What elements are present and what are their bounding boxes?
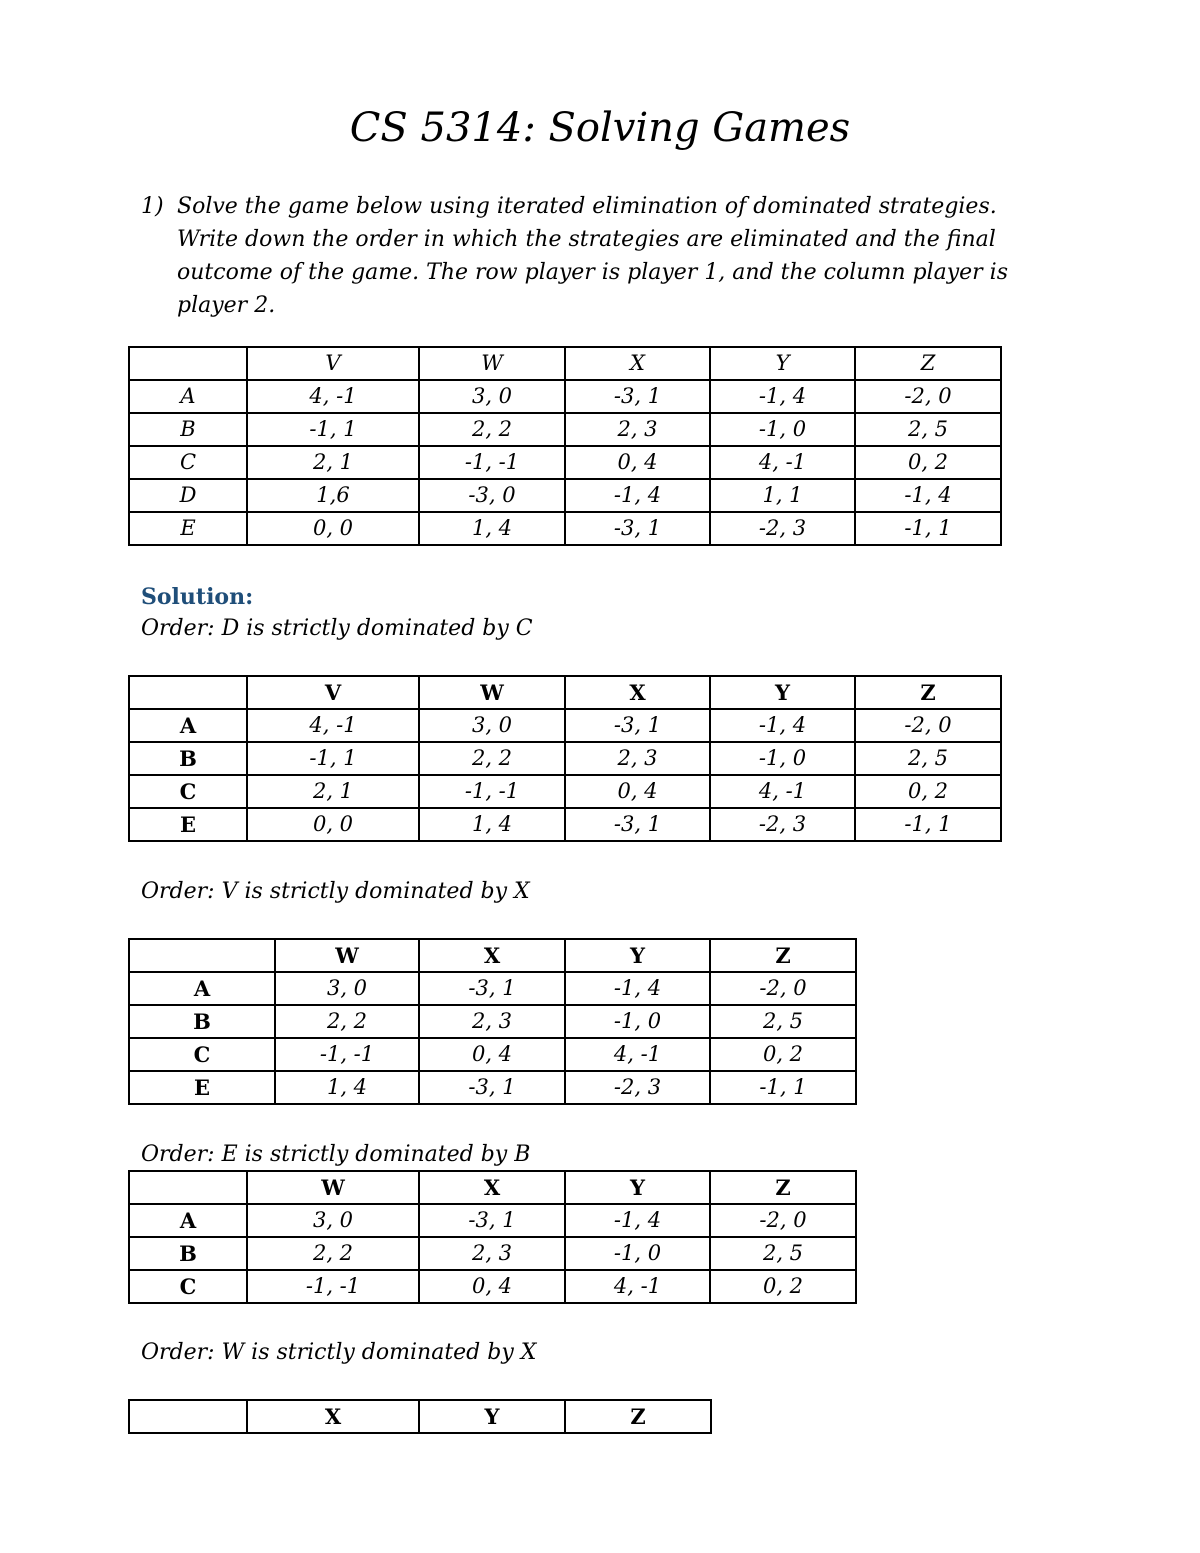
payoff-cell: -1, -1: [419, 775, 565, 808]
question-number: 1): [141, 194, 164, 219]
solution-heading: Solution:: [141, 584, 254, 610]
column-header: Z: [855, 347, 1001, 380]
payoff-cell: -3, 1: [565, 709, 710, 742]
row-label: C: [129, 1038, 275, 1071]
table-row: [129, 413, 1001, 446]
payoff-cell: 1, 1: [710, 479, 855, 512]
payoff-cell: 2, 1: [247, 775, 419, 808]
payoff-cell: 1, 4: [275, 1071, 419, 1104]
row-label: A: [129, 709, 247, 742]
payoff-cell: 0, 4: [565, 775, 710, 808]
table-row: [129, 1237, 856, 1270]
payoff-cell: 0, 0: [247, 512, 419, 545]
table-row: [129, 512, 1001, 545]
order-step-3: Order: E is strictly dominated by B: [141, 1142, 531, 1167]
question-text: Solve the game below using iterated elimination of dominated strategies. Write down the order in which the strategies are eliminated and the final outcome of the game. The row player is player 1, and the column player is player 2.: [177, 194, 1008, 318]
column-header: Y: [565, 939, 710, 972]
payoff-cell: -1, -1: [247, 1270, 419, 1303]
payoff-cell: 3, 0: [419, 380, 565, 413]
column-header: W: [419, 676, 565, 709]
column-header: W: [419, 347, 565, 380]
row-label: E: [129, 512, 247, 545]
payoff-cell: -1, 0: [710, 413, 855, 446]
payoff-cell: -1, 4: [855, 479, 1001, 512]
row-label: E: [129, 808, 247, 841]
payoff-cell: 4, -1: [247, 380, 419, 413]
payoff-cell: -3, 1: [565, 380, 710, 413]
row-label: A: [129, 1204, 247, 1237]
row-label: B: [129, 413, 247, 446]
payoff-cell: -2, 0: [855, 709, 1001, 742]
corner-cell: [129, 1400, 247, 1433]
table-row: [129, 1005, 856, 1038]
row-label: A: [129, 380, 247, 413]
payoff-table-step-4: [128, 1399, 712, 1434]
column-header: Z: [710, 939, 856, 972]
payoff-cell: 2, 2: [247, 1237, 419, 1270]
payoff-table-step-3: [128, 1170, 857, 1304]
order-step-2: Order: V is strictly dominated by X: [141, 879, 530, 904]
payoff-cell: -1, -1: [419, 446, 565, 479]
column-header: Y: [419, 1400, 565, 1433]
payoff-cell: 2, 3: [565, 413, 710, 446]
payoff-cell: -1, 0: [565, 1005, 710, 1038]
payoff-cell: -1, 1: [710, 1071, 856, 1104]
payoff-cell: 3, 0: [275, 972, 419, 1005]
corner-cell: [129, 1171, 247, 1204]
payoff-cell: 3, 0: [419, 709, 565, 742]
table-row: [129, 709, 1001, 742]
payoff-cell: 0, 4: [419, 1270, 565, 1303]
payoff-cell: 2, 2: [419, 413, 565, 446]
column-header: Y: [565, 1171, 710, 1204]
column-header: Z: [710, 1171, 856, 1204]
payoff-cell: -3, 1: [565, 512, 710, 545]
table-header-row: [129, 939, 856, 972]
payoff-cell: 0, 0: [247, 808, 419, 841]
column-header: X: [565, 676, 710, 709]
table-row: [129, 775, 1001, 808]
payoff-cell: 0, 4: [419, 1038, 565, 1071]
payoff-cell: -2, 3: [565, 1071, 710, 1104]
row-label: B: [129, 1005, 275, 1038]
payoff-cell: -1, 1: [247, 742, 419, 775]
payoff-cell: 2, 5: [710, 1237, 856, 1270]
column-header: X: [419, 939, 565, 972]
payoff-cell: 1,6: [247, 479, 419, 512]
table-row: [129, 1204, 856, 1237]
column-header: Y: [710, 347, 855, 380]
payoff-cell: -1, 1: [247, 413, 419, 446]
column-header: Z: [855, 676, 1001, 709]
row-label: C: [129, 446, 247, 479]
table-row: [129, 972, 856, 1005]
payoff-cell: -1, 4: [565, 972, 710, 1005]
payoff-cell: -2, 3: [710, 512, 855, 545]
payoff-table-step-1: [128, 675, 1002, 842]
table-row: [129, 446, 1001, 479]
column-header: W: [275, 939, 419, 972]
payoff-cell: -3, 1: [419, 1071, 565, 1104]
payoff-cell: 0, 4: [565, 446, 710, 479]
payoff-cell: 0, 2: [710, 1038, 856, 1071]
column-header: X: [247, 1400, 419, 1433]
payoff-cell: -2, 3: [710, 808, 855, 841]
payoff-cell: 2, 5: [855, 742, 1001, 775]
payoff-cell: -3, 1: [419, 1204, 565, 1237]
column-header: W: [247, 1171, 419, 1204]
column-header: Z: [565, 1400, 711, 1433]
payoff-cell: -1, 0: [565, 1237, 710, 1270]
payoff-cell: -1, 1: [855, 808, 1001, 841]
payoff-cell: -3, 0: [419, 479, 565, 512]
order-step-4: Order: W is strictly dominated by X: [141, 1340, 537, 1365]
payoff-cell: 2, 5: [855, 413, 1001, 446]
payoff-table-step-2: [128, 938, 857, 1105]
payoff-cell: 2, 3: [419, 1237, 565, 1270]
payoff-cell: -1, -1: [275, 1038, 419, 1071]
payoff-cell: -2, 0: [710, 1204, 856, 1237]
corner-cell: [129, 939, 275, 972]
column-header: V: [247, 676, 419, 709]
payoff-cell: 2, 1: [247, 446, 419, 479]
payoff-cell: 2, 2: [275, 1005, 419, 1038]
payoff-cell: 2, 3: [565, 742, 710, 775]
column-header: V: [247, 347, 419, 380]
row-label: D: [129, 479, 247, 512]
table-row: [129, 380, 1001, 413]
payoff-cell: 0, 2: [710, 1270, 856, 1303]
payoff-cell: -3, 1: [565, 808, 710, 841]
payoff-cell: -1, 1: [855, 512, 1001, 545]
table-row: [129, 479, 1001, 512]
payoff-cell: 3, 0: [247, 1204, 419, 1237]
corner-cell: [129, 676, 247, 709]
payoff-cell: -1, 4: [710, 380, 855, 413]
payoff-cell: -2, 0: [855, 380, 1001, 413]
order-step-1: Order: D is strictly dominated by C: [141, 616, 533, 641]
payoff-cell: -1, 4: [710, 709, 855, 742]
payoff-cell: 2, 2: [419, 742, 565, 775]
payoff-cell: -3, 1: [419, 972, 565, 1005]
table-row: [129, 1038, 856, 1071]
row-label: C: [129, 775, 247, 808]
table-header-row: [129, 347, 1001, 380]
table-row: [129, 742, 1001, 775]
payoff-cell: 4, -1: [565, 1038, 710, 1071]
payoff-cell: -1, 0: [710, 742, 855, 775]
payoff-cell: -1, 4: [565, 1204, 710, 1237]
payoff-table-original: [128, 346, 1002, 546]
table-row: [129, 808, 1001, 841]
payoff-cell: 1, 4: [419, 808, 565, 841]
row-label: E: [129, 1071, 275, 1104]
corner-cell: [129, 347, 247, 380]
payoff-cell: 4, -1: [710, 775, 855, 808]
row-label: C: [129, 1270, 247, 1303]
row-label: B: [129, 1237, 247, 1270]
column-header: X: [565, 347, 710, 380]
payoff-cell: 4, -1: [565, 1270, 710, 1303]
column-header: Y: [710, 676, 855, 709]
table-row: [129, 1071, 856, 1104]
payoff-cell: 4, -1: [710, 446, 855, 479]
table-row: [129, 1270, 856, 1303]
column-header: X: [419, 1171, 565, 1204]
payoff-cell: 1, 4: [419, 512, 565, 545]
payoff-cell: 0, 2: [855, 775, 1001, 808]
payoff-cell: 2, 3: [419, 1005, 565, 1038]
table-header-row: [129, 1400, 711, 1433]
payoff-cell: 2, 5: [710, 1005, 856, 1038]
payoff-cell: -1, 4: [565, 479, 710, 512]
row-label: A: [129, 972, 275, 1005]
row-label: B: [129, 742, 247, 775]
payoff-cell: -2, 0: [710, 972, 856, 1005]
page-title: CS 5314: Solving Games: [349, 105, 851, 151]
table-header-row: [129, 1171, 856, 1204]
payoff-cell: 0, 2: [855, 446, 1001, 479]
payoff-cell: 4, -1: [247, 709, 419, 742]
table-header-row: [129, 676, 1001, 709]
